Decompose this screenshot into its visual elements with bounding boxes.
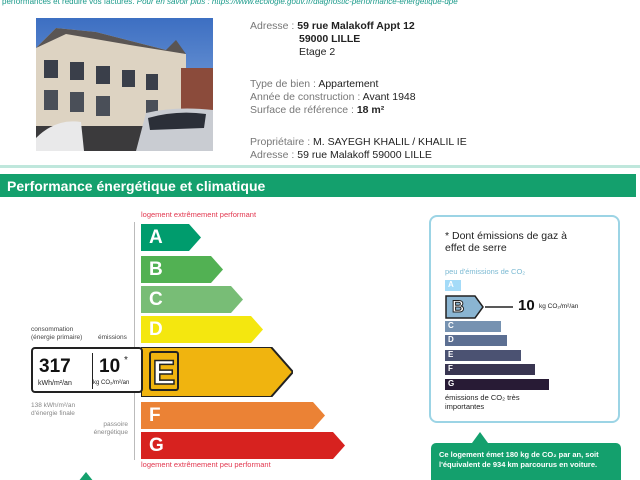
year-label: Année de construction :	[250, 91, 363, 103]
energy-class-d	[141, 316, 263, 343]
owner-block	[250, 136, 467, 162]
address-line2: 59000 LILLE	[299, 33, 361, 45]
top-note-lead: performances et réduire vos factures.	[2, 0, 135, 6]
owner-value: M. SAYEGH KHALIL / KHALIL IE	[313, 136, 467, 148]
co2-footnote-text: Ce logement émet 180 kg de CO₂ par an, soit l'équivalent de 934 km parcourus en voiture.	[439, 450, 599, 469]
energy-class-letter-a: A	[149, 227, 163, 248]
ghg-class-a	[445, 280, 461, 291]
energy-class-letter-b: B	[149, 259, 163, 280]
ghg-class-d	[445, 335, 507, 346]
ghg-class-letter-f: F	[448, 364, 453, 373]
type-label: Type de bien :	[250, 78, 319, 90]
top-note-link[interactable]: Pour en savoir plus : https://www.ecologie.gouv.fr/diagnostic-performance-energetique-dpe	[136, 0, 458, 6]
consumption-unit: kWh/m²/an	[38, 380, 72, 387]
energy-indicator	[31, 347, 143, 393]
type-value: Appartement	[318, 78, 379, 90]
energy-class-f	[141, 402, 325, 429]
energy-class-letter-c: C	[149, 289, 163, 310]
address-block	[250, 20, 415, 59]
emissions-unit: kg CO₂/m²/an	[93, 380, 130, 386]
energy-class-e	[141, 347, 293, 397]
ghg-class-g	[445, 379, 549, 390]
top-note	[0, 0, 640, 8]
ghg-class-e	[445, 350, 521, 361]
ghg-value: 10	[518, 297, 535, 314]
final-energy-note: 138 kWh/m²/an d'énergie finale	[31, 402, 76, 417]
ghg-class-letter-b: B	[452, 297, 465, 316]
energy-class-letter-g: G	[149, 435, 164, 456]
energy-class-letter-e: E	[149, 351, 179, 391]
scale-top-label: logement extrêmement performant	[141, 210, 257, 219]
surface-value: 18 m²	[356, 104, 385, 116]
surface-label: Surface de référence :	[250, 104, 357, 116]
energy-class-b	[141, 256, 223, 283]
property-details	[250, 78, 416, 117]
energy-class-g	[141, 432, 345, 459]
energy-class-arrow-f	[141, 402, 325, 429]
consumption-label: consommation (énergie primaire)	[31, 326, 83, 341]
emissions-star: *	[124, 355, 128, 366]
co2-footnote	[431, 443, 621, 480]
energy-class-c	[141, 286, 243, 313]
owner-label: Propriétaire :	[250, 136, 314, 148]
energy-class-letter-f: F	[149, 405, 161, 426]
ghg-class-f	[445, 364, 535, 375]
bottom-pointer	[78, 472, 94, 480]
owner-address-label: Adresse :	[250, 149, 298, 161]
building-photo	[36, 18, 213, 151]
ghg-high-label: émissions de CO₂ très importantes	[445, 393, 520, 411]
year-value: Avant 1948	[362, 91, 416, 103]
section-divider	[0, 165, 640, 168]
ghg-class-letter-c: C	[448, 321, 454, 330]
performance-header	[0, 174, 636, 197]
address-label: Adresse :	[250, 20, 298, 32]
ghg-class-letter-g: G	[448, 379, 455, 388]
ghg-class-letter-a: A	[448, 280, 454, 289]
energy-class-a	[141, 224, 201, 251]
owner-address-value: 59 rue Malakoff 59000 LILLE	[297, 149, 432, 161]
ghg-class-letter-d: D	[448, 335, 454, 344]
address-line1: 59 rue Malakoff Appt 12	[297, 20, 415, 32]
emissions-label: émissions	[98, 334, 127, 341]
ghg-low-label: peu d'émissions de CO₂	[445, 267, 526, 276]
emissions-value: 10	[99, 356, 121, 377]
ghg-title: * Dont émissions de gaz à effet de serre	[445, 230, 567, 254]
footnote-pointer	[472, 432, 488, 443]
energy-class-letter-d: D	[149, 319, 163, 340]
ghg-class-c	[445, 321, 501, 332]
ghg-unit: kg CO₂/m²/an	[539, 303, 579, 310]
energy-class-arrow-g	[141, 432, 345, 459]
ghg-class-letter-e: E	[448, 350, 454, 359]
floor-value: Etage 2	[299, 46, 336, 58]
scale-bottom-label: logement extrêmement peu performant	[141, 460, 271, 469]
scale-axis-line	[134, 222, 135, 460]
consumption-value: 317	[39, 356, 71, 377]
ghg-class-b	[445, 295, 515, 319]
ghg-card	[429, 215, 620, 423]
performance-title: Performance énergétique et climatique	[7, 178, 266, 194]
building-photo-image	[36, 18, 213, 151]
passoire-note: passoire énergétique	[93, 421, 128, 436]
